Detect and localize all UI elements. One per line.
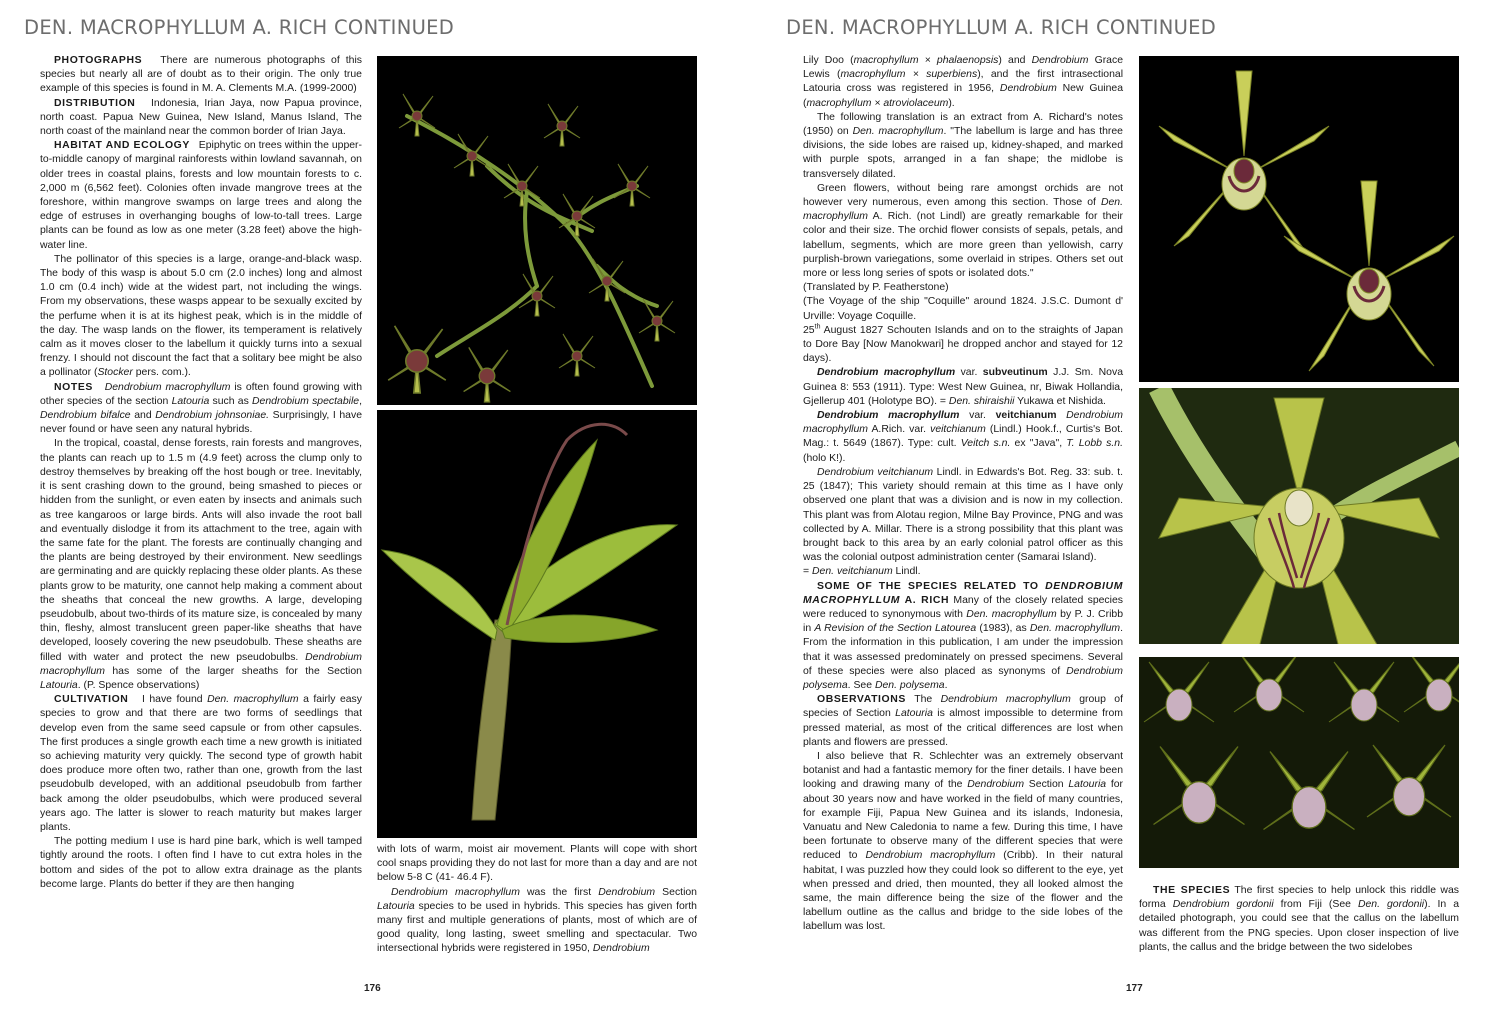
veitchianum-italic: veitchianum <box>930 424 986 436</box>
related-italic: Den. macrophyllum <box>1029 623 1121 635</box>
running-head-left: DEN. MACROPHYLLUM A. RICH CONTINUED <box>24 16 455 39</box>
synonym-italic: Den. veitchianum <box>812 566 893 578</box>
observations-italic: Dendrobium macrophyllum <box>940 694 1071 706</box>
hybrids-italic: Dendrobium <box>598 886 656 898</box>
translation-text: . "The labellum is large and has three divisions, the side lobes are raised up, kidney-shaped, and marked with purple spots, arranged in a fan shape; the midlobe is transversely dilated. <box>803 126 1123 180</box>
intro-text: ) and <box>998 55 1032 66</box>
observations-text: The <box>905 694 941 706</box>
photographs-paragraph <box>40 54 362 97</box>
hybrids-italic: Dendrobium <box>592 943 650 955</box>
related-text: Many of the closely related species were reduced to synonymous with <box>803 594 1123 620</box>
photo-two-flowers <box>1139 56 1459 382</box>
intro-text: ), and the first intrasectional Latouria cross was registered in 1956, <box>803 69 1124 95</box>
intro-text: Lily Doo ( <box>803 55 854 66</box>
right-second-column <box>1139 884 1459 955</box>
green-text: A. Rich. (not Lindl) are greatly remarkable for their color and their size. The orchid flower consists of sepals, petals, and labellum, segments, which are more green than yellowish, carry purplish-brown variegations, some overlaid in stripes. Others set out more or less long series of spots or isolated dots." <box>803 211 1123 280</box>
continuation-text: with lots of warm, moist air movement. Plants will cope with short cool snaps providing they do not last for more than a day and are not below 5-8 C (41- 46.4 F). <box>377 844 697 884</box>
subveutinum-name: Dendrobium macrophyllum <box>817 367 956 379</box>
observations-text: group of species of Section <box>803 694 1123 720</box>
tropical-text: has some of the larger sheaths for the Section <box>104 665 362 677</box>
veitchianum-text: ex "Java", <box>1010 438 1067 450</box>
species-text: from Fiji (See <box>1273 899 1358 911</box>
species-italic: Den. gordonii <box>1357 899 1425 911</box>
intro-text: ). <box>948 97 955 109</box>
related-text: . See <box>847 679 875 691</box>
flower-spray-illustration <box>377 56 697 405</box>
the-species-heading: THE SPECIES <box>1153 885 1231 896</box>
veitchianum-epithet: veitchianum <box>995 410 1057 422</box>
the-species-paragraph <box>1139 884 1459 955</box>
translation-text: The following translation is an extract from A. Richard's notes (1950) on <box>803 111 1123 138</box>
observations-text: is almost impossible to determine from pressed material, as most of the critical differences are lost when plants and flowers are pressed. <box>803 708 1123 748</box>
translation-italic: Den. macrophyllum <box>852 126 944 138</box>
schlechter-italic: Latouria <box>1068 779 1107 791</box>
schlechter-italic: Dendrobium <box>967 779 1025 791</box>
pollinator-end: pers. com.). <box>132 367 191 379</box>
related-species-paragraph <box>803 580 1123 694</box>
intro-paragraph <box>803 54 1123 111</box>
veitchianum-lindl-paragraph <box>803 466 1123 565</box>
potting-paragraph <box>40 835 362 892</box>
green-flowers-paragraph <box>803 182 1123 281</box>
related-italic: Dendrobium polysema <box>803 665 1123 691</box>
cultivation-italic: Den. macrophyllum <box>207 694 299 706</box>
hybrids-italic: Latouria <box>377 900 415 912</box>
schlechter-text: I also believe that R. Schlechter was an extremely observant botanist and had a fantastic memory for the finer details. I have been looking and drawing many of the <box>803 750 1123 791</box>
veitchianum-italic: Veitch s.n. <box>960 438 1011 450</box>
cultivation-paragraph <box>40 693 362 835</box>
voyage-citation: (The Voyage of the ship "Coquille" around 1824. J.S.C. Dumont d' Urville: Voyage Coquille. <box>803 296 1123 322</box>
notes-heading: NOTES <box>54 381 93 393</box>
observations-heading: OBSERVATIONS <box>817 694 906 706</box>
notes-text: Surprisingly, I have never found or have seen any natural hybrids. <box>40 410 363 436</box>
schlechter-italic: Dendrobium macrophyllum <box>865 850 996 862</box>
august-text: 25 <box>803 324 815 336</box>
synonym-eq: = <box>803 566 812 578</box>
subveutinum-text: Yukawa et Nishida. <box>1014 395 1106 407</box>
page-number-right: 177 <box>1126 983 1143 994</box>
tropical-paragraph <box>40 437 362 693</box>
notes-text: Dendrobium johnsoniae. <box>155 410 270 422</box>
veitchianum-italic: T. Lobb s.n. <box>1066 438 1123 450</box>
subveutinum-italic: Den. shiraishii <box>948 395 1015 407</box>
related-italic: Den. polysema <box>874 679 945 691</box>
distribution-paragraph <box>40 97 362 140</box>
habitat-heading: HABITAT AND ECOLOGY <box>54 140 190 152</box>
intro-italic: Dendrobium <box>1031 55 1089 66</box>
related-head-text: SOME OF THE SPECIES RELATED TO <box>817 580 1046 592</box>
related-text: . <box>944 679 948 691</box>
veitchianum-synonym <box>803 565 1123 579</box>
photo-flower-cluster <box>1139 657 1459 868</box>
notes-paragraph <box>40 381 362 438</box>
photographs-text: There are numerous photographs of this species but nearly all are of doubt as to their origin. The only true example of this species is found in M. A. Clements M.A. (1999-2000) <box>40 55 362 95</box>
notes-text: Latouria <box>171 395 210 407</box>
tropical-italic: Latouria <box>40 679 78 691</box>
related-text: by P. J. Cribb in <box>803 608 1124 635</box>
observations-italic: Latouria <box>895 708 933 720</box>
veitchianum-text: A.Rich. var. <box>867 424 931 436</box>
photo-flower-closeup <box>1139 388 1459 644</box>
habitat-paragraph <box>40 139 362 253</box>
notes-text: such as <box>209 395 253 407</box>
intro-italic: macrophyllum × phalaenopsis <box>853 55 999 66</box>
pollinator-italic: Stocker <box>97 367 133 379</box>
related-italic: A Revision of the Section Latourea <box>814 623 977 635</box>
flower-cluster-illustration <box>1139 657 1459 868</box>
tropical-text: . (P. Spence observations) <box>77 679 200 691</box>
subveutinum-var: var. <box>955 367 983 379</box>
notes-text: Dendrobium bifalce <box>40 410 131 422</box>
intro-text: Grace Lewis ( <box>803 55 1123 81</box>
veitchianum-lindl-italic: Dendrobium veitchianum <box>817 466 934 478</box>
species-text: ). In a detailed photograph, you could see that the callus on the labellum was different from the PNG species. Upon closer inspection of live plants, the callus and the bridge between the two sidelobes <box>1139 899 1460 953</box>
photo-whole-plant <box>377 410 697 838</box>
hybrids-text: Section <box>655 886 697 898</box>
veitchianum-lindl-text: Lindl. in Edwards's Bot. Reg. 33: sub. t. 25 (1847); This variety should remain at this time as I have only observed one plant that was a division and is now in my collection. This plant was from Alotau region, Milne Bay Province, PNG and was collected by A. Millar. There is a strong possibility that this plant was brought back to this area by an early colonial patrol officer as this was the colonial outpost administration center (Samarai Island). <box>803 466 1123 564</box>
translation-paragraph <box>803 111 1123 182</box>
schlechter-paragraph <box>803 750 1123 935</box>
veitchianum-paragraph <box>803 409 1123 466</box>
species-italic: Dendrobium gordonii <box>1172 899 1274 911</box>
hybrids-paragraph <box>377 886 697 957</box>
notes-text: , <box>359 395 362 407</box>
hybrids-italic: Dendrobium macrophyllum <box>391 886 520 898</box>
running-head-right: DEN. MACROPHYLLUM A. RICH CONTINUED <box>786 16 1217 39</box>
schlechter-text: (Cribb). In their natural habitat, I was puzzled how they could look so different to the eye, yet when pressed and dried, then mounted, they all looked almost the same, the main difference being the size of the flower and the labellum outline as the callus and bridge to the side lobes of the labellum was lost. <box>803 850 1123 933</box>
cultivation-text: I have found <box>141 694 208 706</box>
intro-italic: Dendrobium <box>999 83 1057 95</box>
whole-plant-illustration <box>377 410 697 838</box>
two-flowers-illustration <box>1139 56 1459 382</box>
related-text: (1983), as <box>976 623 1030 635</box>
related-head-italic: DENDROBIUM MACROPHYLLUM <box>803 580 1123 606</box>
distribution-heading: DISTRIBUTION <box>54 97 136 109</box>
synonym-text: Lindl. <box>892 566 921 578</box>
photographs-heading: PHOTOGRAPHS <box>54 55 143 66</box>
veitchianum-text: (Lindl.) Hook.f., Curtis's Bot. Mag.: t. 5649 (1867). Type: cult. <box>803 424 1123 450</box>
subveutinum-paragraph <box>803 366 1123 409</box>
intro-text: New Guinea ( <box>803 83 1123 109</box>
photo-flower-spray <box>377 56 697 405</box>
intro-italic: macrophyllum × superbiens <box>840 69 978 81</box>
page-number-left: 176 <box>364 983 381 994</box>
notes-text: and <box>130 410 156 422</box>
pollinator-paragraph <box>40 253 362 381</box>
subveutinum-epithet: subveutinum <box>982 367 1048 379</box>
observations-paragraph <box>803 693 1123 750</box>
potting-text: The potting medium I use is hard pine bark, which is well tamped tightly around the roots. I often find I have to cut extra holes in the bottom and sides of the pot to allow extra drainage as the plants become large. Plants do better if they are then hanging <box>40 836 362 890</box>
cultivation-heading: CULTIVATION <box>54 694 129 706</box>
veitchianum-var: var. <box>959 410 996 422</box>
green-text: Green flowers, without being rare amongst orchids are not however very numerous, even among this section. Those of <box>803 182 1123 209</box>
august-sup: th <box>814 323 821 331</box>
distribution-text: Indonesia, Irian Jaya, now Papua province, north coast. Papua New Guinea, New Island, Manus Island, The north coast of the mainland near the common border of Irian Jaya. <box>40 97 362 138</box>
right-text-column <box>803 54 1123 935</box>
veitchianum-text: (holo K!). <box>803 452 846 464</box>
notes-text: is often found growing with other species of the section <box>40 381 362 407</box>
translated-by: (Translated by P. Featherstone) <box>803 282 949 294</box>
tropical-text: In the tropical, coastal, dense forests, rain forests and mangroves, the plants can reach up to 1.5 m (4.9 feet) across the clump only to destroy themselves by breaking off the host bough or tree. Inevitably, it is sent crashing down to the ground, being smashed to pieces or hidden from the sunlight, or even eaten by insects and animals such as tree kangaroos or large birds. Ants will also invade the root ball and eventually dislodge it from its attachment to the tree, again with the same fate for the plant. The forests are continually changing and the plants are being destroyed by their environment. New seedlings are germinating and are quickly replacing these older plants. As these plants grow to be maturity, one cannot help making a comment about the sheaths that conceal the new growths. A large, developing pseudobulb, about two-thirds of its mature size, is concealed by many thin, fleshy, almost translucent green paper-like sheaths that have developed, loosely covering the new pseudobulb. These sheaths are filled with water and protect the new pseudobulbs. <box>40 438 363 663</box>
related-head-text: A. RICH <box>900 594 950 606</box>
habitat-text: Epiphytic on trees within the upper-to-middle canopy of marginal rainforests within lowland savannah, on older trees in coastal plains, forests and low mountain forests to c. 2,000 m (6,562 feet). Colonies often invade mangrove trees at the foreshore, within mangrove swamps on large trees and along the edge of estruses in overhanging boughs of low-to-tall trees. Large plants can be found as low as one meter (3.28 feet) above the high-water line. <box>40 140 363 251</box>
tropical-italic: Dendrobium macrophyllum <box>40 651 362 677</box>
species-text: The first species to help unlock this riddle was forma <box>1139 885 1459 911</box>
schlechter-text: for about 30 years now and have worked in the field of many countries, for example Fiji, Papua New Guinea and its islands, Indonesia, Vanuatu and New Caledonia to name a few. During this time, I have been fortunate to observe many of the different species that were reduced to <box>803 779 1123 862</box>
flower-closeup-illustration <box>1139 388 1459 644</box>
veitchianum-name: Dendrobium macrophyllum <box>817 410 960 422</box>
notes-text: Dendrobium macrophyllum <box>104 381 231 393</box>
continuation-paragraph <box>377 843 697 886</box>
notes-text: Dendrobium spectabile <box>252 395 360 407</box>
august-paragraph <box>803 324 1123 367</box>
pollinator-text: The pollinator of this species is a large, orange-and-black wasp. The body of this wasp is about 5.0 cm (2.0 inches) long and almost 1.0 cm (0.4 inch) wide at the widest part, not including the wings. From my observations, these wasps appear to be sexually excited by the perfume when it is at its highest peak, which is in the middle of the day. The wasp lands on the flower, its temperament is relatively calm as it moves closer to the labellum it quickly turns into a sexual frenzy. I should not discount the fact that a solitary bee might be also a pollinator ( <box>40 253 362 379</box>
hybrids-text: species to be used in hybrids. This species has given forth many first and multiple generations of plants, most of which are of good quality, long lasting, sweet smelling and spectacular. Two intersectional hybrids were registered in 1950, <box>377 900 697 955</box>
veitchianum-italic: Dendrobium macrophyllum <box>803 410 1123 436</box>
hybrids-text: was the first <box>519 886 599 898</box>
subveutinum-text: J.J. Sm. Nova Guinea 8: 553 (1911). Type: West New Guinea, nr, Biwak Hollandia, Gjellerup 401 (Holotype BO). = <box>803 367 1124 407</box>
cultivation-text: a fairly easy species to grow and that there are two forms of seedlings that develop even from the same seed capsule or from other capsules. The first produces a single growth each time a new growth is initiated so achieving maturity very quickly. The second type of growth habit does produce more often two, rather than one, growth from the last pseudobulb developed, with an additional pseudobulb from farther back among the older pseudobulbs, which were produced several years ago. The latter is slower to reach maturity but makes larger plants. <box>40 694 362 833</box>
related-text: . From the information in this publication, I am under the impression that it was assessed predominately on pressed specimens. Several of these species were also placed as synonyms of <box>803 623 1123 677</box>
right-page <box>750 0 1500 1020</box>
green-italic: Den. macrophyllum <box>803 197 1123 223</box>
august-text: August 1827 Schouten Islands and on to the straights of Japan to Dore Bay [Now Manokwari] he dropped anchor and stayed for 12 days). <box>803 324 1123 365</box>
left-second-column <box>377 843 697 957</box>
schlechter-text: Section <box>1024 779 1069 791</box>
related-italic: Den. macrophyllum <box>966 608 1057 620</box>
intro-italic: macrophyllum × atroviolaceum <box>806 97 949 109</box>
left-text-column <box>40 54 362 892</box>
